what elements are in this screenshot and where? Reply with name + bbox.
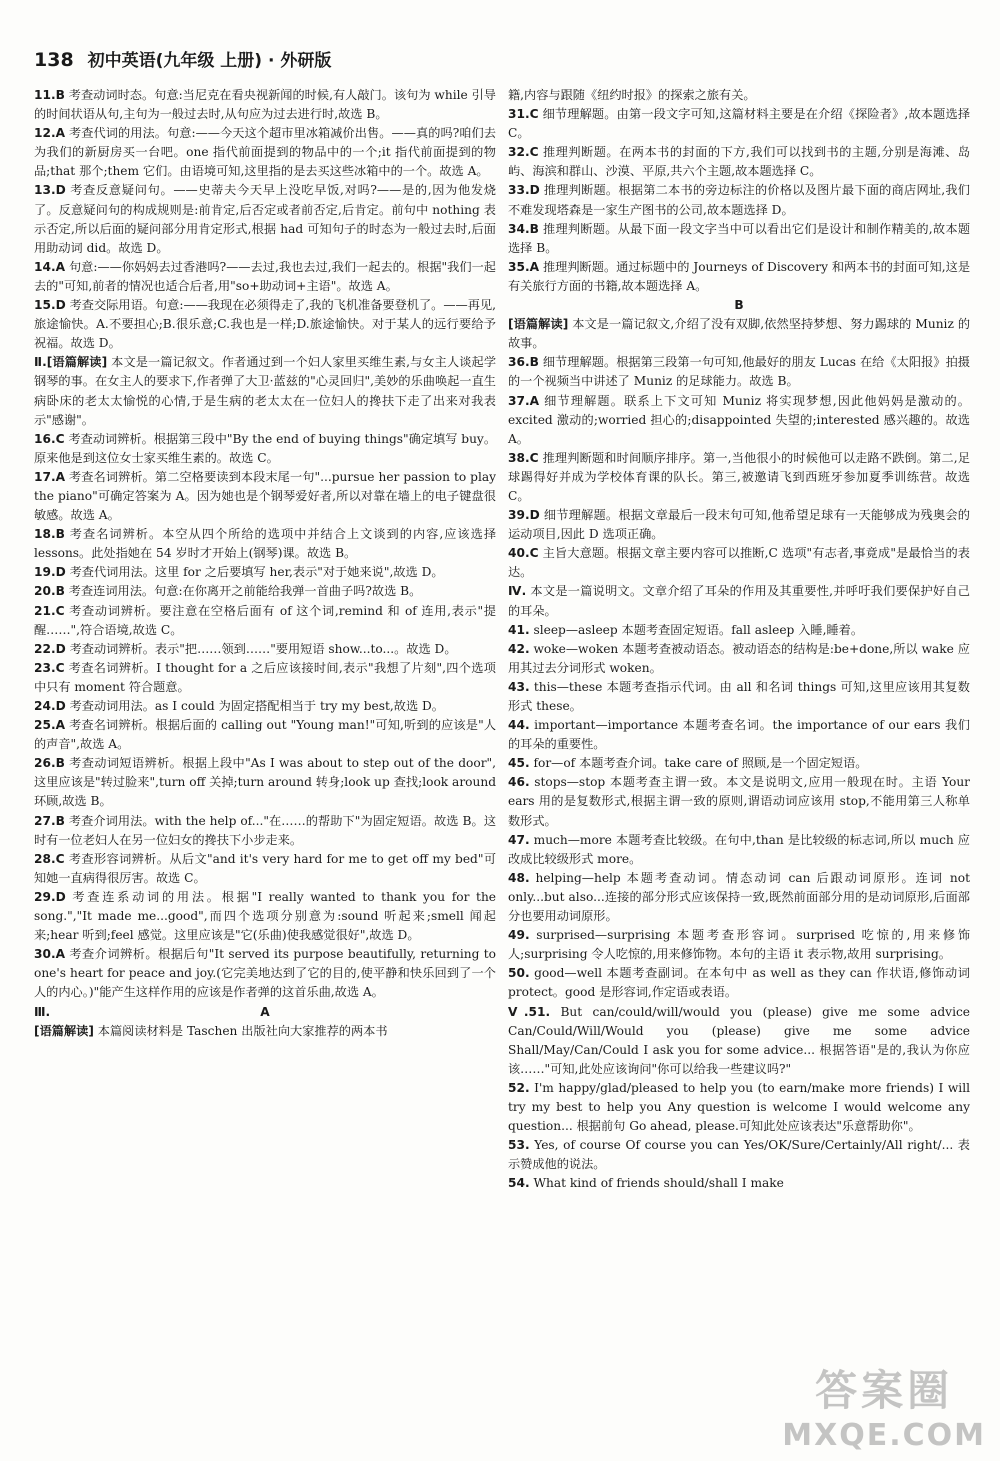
answer-number: 15.D (34, 298, 66, 313)
answer-entry (508, 1174, 970, 1193)
answer-explanation: 本篇阅读材料是 Taschen 出版社向大家推荐的两本书 (97, 1023, 388, 1038)
answer-explanation: 句意:——你妈妈去过香港吗?——去过,我也去过,我们一起去的。根据"我们一起去的"可知,前者的情况也适合后者,用"so+助动词+主语"。故选 A。 (34, 259, 496, 293)
answer-number: 12.A (34, 126, 66, 141)
answer-number: 18.B (34, 527, 65, 542)
answer-explanation: What kind of friends should/shall I make (533, 1176, 784, 1191)
answer-explanation: stops—stop 本题考查主谓一致。本文是说明文,应用一般现在时。主语 Your ears 用的是复数形式,根据主谓一致的原则,谓语动词应该用 stop,不能用第三人称单数形式。 (508, 775, 970, 828)
answer-explanation: 推理判断题和时间顺序排序。第一,当他很小的时候他可以走路不跌倒。第二,足球踢得好并成为学校体育课的队长。第三,被邀请飞到西班牙参加夏季训练营。故选 C。 (508, 450, 971, 503)
answer-entry (34, 525, 496, 563)
answer-number: 38.C (508, 450, 539, 465)
answer-entry (34, 716, 496, 754)
answer-entry (508, 105, 970, 143)
answer-explanation: 推理判断题。在两本书的封面的下方,我们可以找到书的主题,分别是海滩、岛屿、海滨和群山、沙漠、平原,共六个主题,故本题选择 C。 (508, 145, 971, 179)
answer-entry (508, 869, 970, 926)
answer-entry (34, 640, 496, 659)
answer-explanation: 本文是一篇记叙文。作者通过到一个妇人家里买维生素,与女主人谈起学钢琴的事。在女主人的要求下,作者弹了大卫·蓝兹的"心灵回归",美妙的乐曲唤起一直生病卧床的老太太愉悦的心情,于是生病的老太太在一位妇人的搀扶下走了出来对我表示"感谢"。 (34, 355, 497, 427)
answer-explanation: good—well 本题考查副词。在本句中 as well as they can 作状语,修饰动词 protect。good 是形容词,作定语或表语。 (508, 966, 970, 1000)
answer-entry (34, 945, 496, 1002)
answer-number: [语篇解读] (34, 1023, 94, 1038)
answer-entry (508, 678, 970, 716)
answer-number: 23.C (34, 660, 65, 675)
answer-entry (508, 506, 970, 544)
answer-number: 25.A (34, 718, 66, 733)
answer-number: 19.D (34, 565, 66, 580)
answer-number: 20.B (34, 584, 65, 599)
answer-entry (508, 1079, 970, 1136)
answer-entry (34, 582, 496, 601)
answer-number: 50. (508, 966, 530, 981)
answer-number: 30.A (34, 947, 66, 962)
answer-entry (34, 430, 496, 468)
answer-entry (508, 754, 970, 773)
answer-explanation: 考查动词时态。句意:当尼克在看央视新闻的时候,有人敲门。该句为 while 引导的时间状语从句,主句为一般过去时,从句应为过去进行时,故选 B。 (34, 88, 496, 122)
answer-explanation: 考查名词辨析。本空从四个所给的选项中并结合上文谈到的内容,应该选择 lessons。此处指她在 54 岁时才开始上(钢琴)课。故选 B。 (34, 527, 497, 561)
answer-entry (34, 181, 496, 257)
answer-explanation: sleep—asleep 本题考查固定短语。fall asleep 入睡,睡着。 (533, 622, 864, 637)
answer-entry (508, 582, 970, 620)
answer-entry (508, 220, 970, 258)
answer-number: 37.A (508, 393, 540, 408)
answer-number: Ⅱ.[语篇解读] (34, 355, 108, 370)
answer-entry (508, 831, 970, 869)
answer-entry (34, 697, 496, 716)
answer-number: 13.D (34, 183, 66, 198)
answer-entry (34, 812, 496, 850)
answer-number: 24.D (34, 699, 66, 713)
answer-number: 52. (508, 1080, 530, 1095)
answer-entry (508, 449, 970, 506)
answer-number: Ⅴ.51. (508, 1004, 551, 1019)
answer-explanation: 考查形容词辨析。从后文"and it's very hard for me to get off my bed"可知她一直病得很厉害。故选 C。 (34, 851, 497, 885)
answer-entry (34, 1022, 496, 1041)
answer-entry (508, 544, 970, 582)
answer-explanation: woke—woken 本题考查被动语态。被动语态的结构是:be+done,所以 wake 应用其过去分词形式 woken。 (508, 641, 970, 675)
answer-number: 33.D (508, 183, 540, 198)
answer-number: 47. (508, 832, 530, 847)
answer-number: 22.D (34, 641, 66, 656)
answer-number: 42. (508, 641, 530, 656)
answer-explanation: 考查介词用法。with the help of..."在……的帮助下"为固定短语。故选 B。这时有一位老妇人在另一位妇女的搀扶下小步走来。 (34, 813, 497, 847)
answer-number: 54. (508, 1176, 530, 1191)
watermark-line-1: 答案圈 (815, 1366, 954, 1415)
answer-entry (34, 468, 496, 525)
answer-number: 31.C (508, 107, 539, 122)
answer-number: 48. (508, 870, 530, 885)
answer-number: 36.B (508, 355, 539, 370)
answer-number: [语篇解读] (508, 317, 569, 332)
answer-number: 14.A (34, 259, 66, 274)
answer-explanation: 细节理解题。联系上下文可知 Muniz 将实现梦想,因此他妈妈是激动的。excited 激动的;worried 担心的;disappointed 失望的;interested 感兴趣的。故选 A。 (508, 393, 970, 446)
answer-explanation: important—importance 本题考查名词。the importance of our ears 我们的耳朵的重要性。 (508, 718, 970, 752)
answer-number: 44. (508, 718, 530, 733)
answer-entry (34, 258, 496, 296)
answer-explanation: 考查反意疑问句。——史蒂夫今天早上没吃早饭,对吗?——是的,因为他发烧了。反意疑问句的构成规则是:前肯定,后否定或者前否定,后肯定。前句中 nothing 表示否定,所以后面的疑问部分用肯定形式,根据 had 可知句子的时态为一般过去时,后面用助动词 did。故选 D。 (34, 183, 496, 255)
answer-explanation: 考查动词辨析。根据第三段中"By the end of buying things"确定填写 buy。原来他是到这位女士家买维生素的。故选 C。 (34, 431, 497, 465)
answer-explanation: 考查名词辨析。第二空格要读到本段末尾一句"...pursue her passion to play the piano"可确定答案为 A。因为她也是个钢琴爱好者,所以对靠在墙上的电子键盘很敏感。故选 A。 (34, 469, 497, 523)
answer-number: 53. (508, 1138, 530, 1153)
answer-explanation: 考查动词短语辨析。根据上段中"As I was about to step out of the door",这里应该是"转过脸来",turn off 关掉;turn around 转身;look up 查找;look around 环顾,故选 B。 (34, 756, 497, 809)
answer-number: 32.C (508, 145, 539, 160)
answer-explanation: 考查交际用语。句意:——我现在必须得走了,我的飞机准备要登机了。——再见,旅途愉快。A.不要担心;B.很乐意;C.我也是一样;D.旅途愉快。对于某人的远行要给予祝福。故选 D。 (34, 298, 497, 351)
answer-entry (34, 296, 496, 353)
answer-number: 27.B (34, 813, 65, 828)
right-column (508, 86, 970, 1193)
answer-entry (508, 181, 970, 219)
answer-entry (34, 659, 496, 697)
answer-number: 11.B (34, 88, 65, 102)
answer-entry (508, 640, 970, 678)
answer-number: 35.A (508, 259, 540, 274)
section-number: Ⅲ. (34, 1004, 51, 1019)
answer-explanation: helping—help 本题考查动词。情态动词 can 后跟动词原形。连词 not only...but also...连接的部分形式应该保持一致,既然前面部分用的是动词原形,后面部分也要用动词原形。 (508, 870, 970, 924)
answer-entry (508, 258, 970, 296)
answer-number: 26.B (34, 756, 65, 771)
watermark-logo (782, 1358, 986, 1453)
answer-explanation: 考查连系动词的用法。根据"I really wanted to thank you for the song.","It made me...good",而四个选项分别意为:sound 听起来;smell 闻起来;hear 听到;feel 感觉。这里应该是"它(乐曲)使我感觉很好",故选 D。 (34, 889, 496, 943)
answer-entry (508, 353, 970, 391)
answer-entry (34, 850, 496, 888)
answer-explanation: 考查名词辨析。I thought for a 之后应该接时间,表示"我想了片刻",四个选项中只有 moment 符合题意。 (34, 660, 496, 694)
answer-explanation: 考查连词用法。句意:在你离开之前能给我弹一首曲子吗?故选 B。 (68, 584, 422, 599)
answer-explanation: 考查动词辨析。要注意在空格后面有 of 这个词,remind 和 of 连用,表示"提醒……",符合语境,故选 C。 (34, 603, 496, 637)
answer-entry (34, 563, 496, 582)
answer-number: 28.C (34, 851, 65, 866)
answer-number: 21.C (34, 603, 65, 618)
answer-explanation: 推理判断题。根据第二本书的旁边标注的价格以及图片最下面的商店网址,我们不难发现塔森是一家生产图书的公司,故本题选择 D。 (508, 183, 970, 217)
answer-entry (508, 773, 970, 830)
page-header (34, 46, 974, 71)
answer-explanation: 籍,内容与跟随《纽约时报》的探索之旅有关。 (508, 88, 756, 102)
answer-number: 43. (508, 679, 530, 694)
answer-entry (34, 124, 496, 181)
answer-number: 41. (508, 622, 530, 637)
answer-explanation: 推理判断题。从最下面一段文字当中可以看出它们是设计和制作精美的,故本题选择 B。 (508, 221, 971, 255)
answer-explanation: 细节理解题。根据第三段第一句可知,他最好的朋友 Lucas 在给《太阳报》拍摄的一个视频当中讲述了 Muniz 的足球能力。故选 B。 (508, 355, 970, 389)
answer-explanation: 考查动词辨析。表示"把……领到……"要用短语 show...to...。故选 D。 (69, 641, 457, 656)
answer-number: 34.B (508, 221, 539, 236)
answer-explanation: 细节理解题。根据文章最后一段末句可知,他希望足球有一天能够成为残奥会的运动项目,因此 D 选项正确。 (508, 508, 970, 542)
answer-explanation: 本文是一篇说明文。文章介绍了耳朵的作用及其重要性,并呼吁我们要保护好自己的耳朵。 (508, 584, 970, 618)
answer-explanation: 考查介词辨析。根据后句"It served its purpose beautifully, returning to one's heart for peace and joy.(它完美地达到了它的目的,使平静和快乐回到了一个人的内心。)"能产生这样作用的应该是作者弹的这首乐曲,故选 A。 (34, 947, 496, 1000)
page-number: 138 (34, 49, 74, 71)
answer-number: 16.C (34, 431, 65, 446)
answer-entry (508, 1136, 970, 1174)
answer-entry (508, 926, 970, 964)
answer-entry (34, 754, 496, 811)
answer-entry (34, 888, 496, 945)
answer-explanation: 推理判断题。通过标题中的 Journeys of Discovery 和两本书的封面可知,这是有关旅行方面的书籍,故本题选择 A。 (508, 259, 971, 293)
answer-number: 45. (508, 756, 530, 771)
answer-entry (508, 621, 970, 640)
answer-explanation: I'm happy/glad/pleased to help you (to earn/make more friends) I will try my best to help you Any question is welcome I would welcome any question... 根据前句 Go ahead, please.可知此处应该表达"乐意帮助你"。 (508, 1080, 970, 1134)
answer-number: Ⅳ. (508, 584, 527, 599)
answer-entry (508, 315, 970, 353)
section-letter: A (260, 1004, 270, 1019)
answer-entry (508, 86, 970, 105)
answer-explanation: 考查代词用法。这里 for 之后要填写 her,表示"对于她来说",故选 D。 (69, 565, 444, 580)
answer-number: 40.C (508, 546, 539, 561)
answer-explanation: surprised—surprising 本题考查形容词。surprised 吃惊的,用来修饰人;surprising 令人吃惊的,用来修饰物。本句的主语 it 表示物,故用 surprising。 (508, 928, 971, 962)
answer-explanation: 考查代词的用法。句意:——今天这个超市里冰箱减价出售。——真的吗?咱们去为我们的新厨房买一台吧。one 指代前面提到的物品中的一个;it 指代前面提到的物品;that 那个;them 它们。由语境可知,这里指的是去买这些冰箱中的一个。故选 A。 (34, 126, 496, 179)
answer-entry (508, 143, 970, 181)
section-letter: B (734, 298, 744, 313)
answer-explanation: 考查动词用法。as I could 为固定搭配相当于 try my best,故选 D。 (69, 699, 444, 713)
answer-number: 46. (508, 775, 530, 790)
answer-explanation: 考查名词辨析。根据后面的 calling out "Young man!"可知,听到的应该是"人的声音",故选 A。 (34, 718, 497, 752)
answer-entry (34, 353, 496, 429)
answer-explanation: much—more 本题考查比较级。在句中,than 是比较级的标志词,所以 much 应改成比较级形式 more。 (508, 832, 970, 866)
answer-explanation: But can/could/will/would you (please) give me some advice Can/Could/Will/Would you (please) give me some advice Shall/May/Can/Could I ask you for some advice... 根据答语"是的,我认为你应该……"可知,此处应该询问"你可以给我一些建议吗?" (508, 1004, 971, 1076)
answer-explanation: Yes, of course Of course you can Yes/OK/Sure/Certainly/All right/... 表示赞成他的说法。 (508, 1138, 970, 1172)
answer-entry (34, 86, 496, 124)
answer-number: 49. (508, 928, 530, 943)
answer-explanation: for—of 本题考查介词。take care of 照顾,是一个固定短语。 (533, 756, 868, 771)
answer-number: 17.A (34, 469, 66, 484)
answer-explanation: this—these 本题考查指示代词。由 all 和名词 things 可知,这里应该用其复数形式 these。 (508, 679, 970, 713)
answer-number: 29.D (34, 889, 66, 904)
left-column (34, 86, 496, 1041)
answer-explanation: 本文是一篇记叙文,介绍了没有双脚,依然坚持梦想、努力踢球的 Muniz 的故事。 (508, 317, 971, 351)
book-title: 初中英语(九年级 上册) · 外研版 (87, 51, 332, 71)
answer-entry (34, 602, 496, 640)
watermark-line-2: MXQE.COM (782, 1418, 986, 1453)
answer-number: 39.D (508, 508, 540, 523)
answer-entry (508, 716, 970, 754)
answer-entry (508, 964, 970, 1002)
answer-entry (508, 392, 970, 449)
answer-entry (508, 1003, 970, 1079)
answer-explanation: 细节理解题。由第一段文字可知,这篇材料主要是在介绍《探险者》,故本题选择 C。 (508, 107, 971, 141)
answer-explanation: 主旨大意题。根据文章主要内容可以推断,C 选项"有志者,事竟成"是最恰当的表达。 (508, 546, 970, 580)
